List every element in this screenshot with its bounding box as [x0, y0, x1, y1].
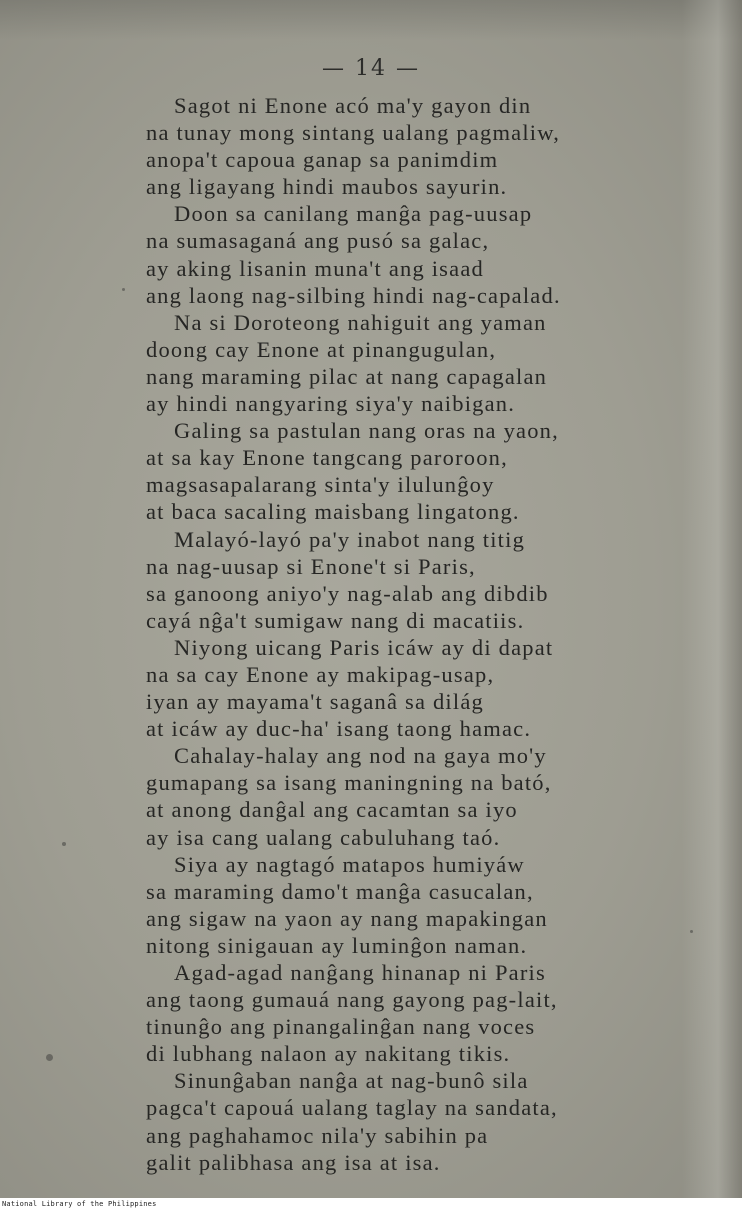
poem-line: na nag-uusap si Enone't si Paris, — [146, 553, 476, 579]
paper-speck — [122, 288, 125, 291]
page-number: — 14 — — [322, 56, 420, 81]
stanza — [146, 959, 706, 1067]
stanza — [146, 742, 706, 850]
paper-speck — [690, 930, 693, 933]
poem-line: Agad-agad nanĝang hinanap ni Paris — [174, 960, 546, 985]
poem-line: di lubhang nalaon ay nakitang tikis. — [146, 1041, 511, 1067]
poem-body — [146, 92, 706, 1176]
stanza — [146, 200, 706, 308]
poem-line: at baca sacaling maisbang lingatong. — [146, 499, 520, 525]
library-credit: National Library of the Philippines — [2, 1200, 157, 1208]
poem-line: galit palibhasa ang isa at isa. — [146, 1149, 441, 1175]
stanza — [146, 309, 706, 417]
poem-line: ang paghahamoc nila'y sabihin pa — [146, 1122, 489, 1148]
poem-line: at icáw ay duc-ha' isang taong hamac. — [146, 716, 532, 742]
stanza — [146, 634, 706, 742]
stanza — [146, 92, 706, 200]
poem-line: Galing sa pastulan nang oras na yaon, — [174, 418, 559, 444]
poem-line: cayá nĝa't sumigaw nang di macatiis. — [146, 607, 525, 633]
poem-line: at sa kay Enone tangcang paroroon, — [146, 445, 508, 471]
poem-line: sa maraming damo't manĝa casucalan, — [146, 878, 534, 904]
poem-line: Sagot ni Enone acó ma'y gayon din — [174, 93, 532, 118]
poem-line: nang maraming pilac at nang capagalan — [146, 363, 548, 389]
poem-line: Doon sa canilang manĝa pag-uusap — [174, 201, 533, 227]
poem-line: gumapang sa isang maningning na bató, — [146, 770, 552, 796]
poem-line: na sa cay Enone ay makipag-usap, — [146, 661, 495, 687]
poem-line: ang laong nag-silbing hindi nag-capalad. — [146, 282, 561, 308]
poem-line: anopa't capoua ganap sa panimdim — [146, 147, 499, 173]
poem-line: Sinunĝaban nanĝa at nag-bunô sila — [174, 1068, 529, 1094]
poem-line: doong cay Enone at pinangugulan, — [146, 336, 497, 362]
poem-line: magsasapalarang sinta'y ilulunĝoy — [146, 472, 495, 498]
poem-line: at anong danĝal ang cacamtan sa iyo — [146, 797, 518, 823]
poem-line: Niyong uicang Paris icáw ay di dapat — [174, 634, 554, 660]
stanza — [146, 1067, 706, 1175]
poem-line: ay hindi nangyaring siya'y naibigan. — [146, 391, 516, 417]
page-shadow-top — [0, 0, 742, 40]
poem-line: Malayó-layó pa'y inabot nang titig — [174, 526, 526, 552]
poem-line: ang ligayang hindi maubos sayurin. — [146, 174, 508, 200]
poem-line: iyan ay mayama't saganâ sa dilág — [146, 689, 484, 715]
poem-line: na tunay mong sintang ualang pagmaliw, — [146, 120, 561, 146]
poem-line: ay aking lisanin muna't ang isaad — [146, 255, 484, 281]
stanza — [146, 417, 706, 525]
poem-line: ang taong gumauá nang gayong pag-lait, — [146, 987, 558, 1013]
poem-line: ang sigaw na yaon ay nang mapakingan — [146, 905, 548, 931]
poem-line: tinunĝo ang pinangalinĝan nang voces — [146, 1014, 536, 1040]
poem-line: na sumasaganá ang pusó sa galac, — [146, 228, 490, 254]
poem-line: pagca't capouá ualang taglay na sandata, — [146, 1095, 558, 1121]
poem-line: ay isa cang ualang cabuluhang taó. — [146, 824, 501, 850]
poem-line: Cahalay-halay ang nod na gaya mo'y — [174, 743, 547, 769]
stanza — [146, 851, 706, 959]
poem-line: nitong sinigauan ay luminĝon naman. — [146, 932, 528, 958]
paper-speck — [62, 842, 66, 846]
poem-line: Na si Doroteong nahiguit ang yaman — [174, 309, 547, 335]
poem-line: Siya ay nagtagó matapos humiyáw — [174, 851, 525, 877]
stanza — [146, 526, 706, 634]
paper-speck — [46, 1054, 53, 1061]
poem-line: sa ganoong aniyo'y nag-alab ang dibdib — [146, 580, 549, 606]
